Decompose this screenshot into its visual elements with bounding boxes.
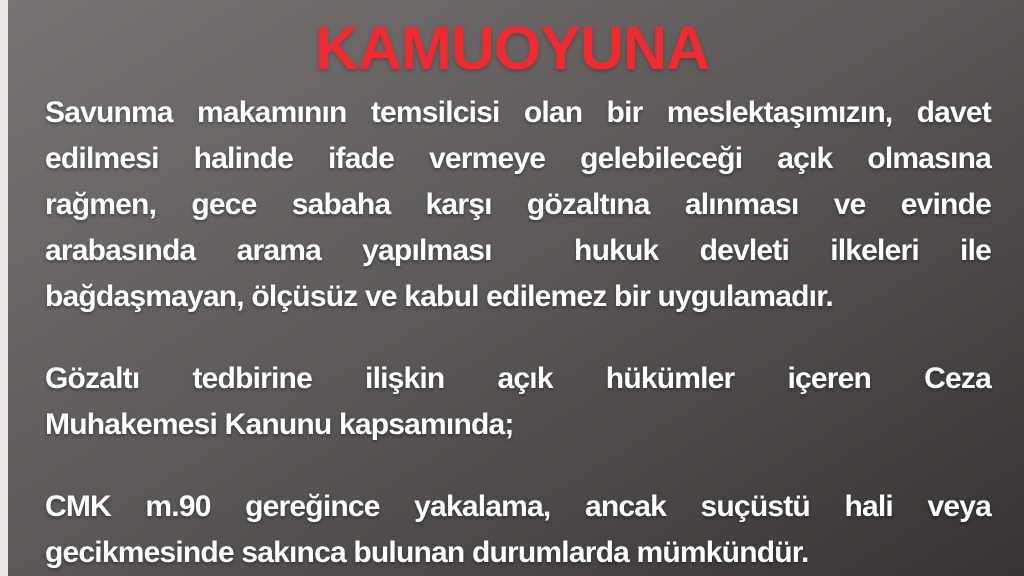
- paragraph-3-line-2: gecikmesinde sakınca bulunan durumlarda mümkündür.: [45, 536, 809, 569]
- slide-title: KAMUOYUNA: [314, 14, 710, 82]
- paragraph-1-line-5: bağdaşmayan, ölçüsüz ve kabul edilemez bir uygulamadır.: [45, 280, 833, 313]
- paragraph-3-line-1: CMK m.90 gereğince yakalama, ancak suçüstü hali veya: [45, 490, 991, 523]
- paragraph-1-line-1: Savunma makamının temsilcisi olan bir meslektaşımızın, davet: [45, 96, 991, 129]
- paragraph-2-line-1: Gözaltı tedbirine ilişkin açık hükümler içeren Ceza: [45, 362, 991, 395]
- paragraph-1-line-3: rağmen, gece sabaha karşı gözaltına alınması ve evinde: [45, 188, 991, 221]
- left-edge-strip: [0, 0, 8, 576]
- slide-body: [45, 90, 991, 576]
- paragraph-1-line-4: arabasında arama yapılması hukuk devleti ilkeleri ile: [45, 234, 991, 267]
- paragraph-3: [45, 484, 991, 576]
- paragraph-2-line-2: Muhakemesi Kanunu kapsamında;: [45, 408, 514, 441]
- paragraph-1: [45, 90, 991, 320]
- paragraph-2: [45, 356, 991, 448]
- paragraph-1-line-2: edilmesi halinde ifade vermeye gelebileceği açık olmasına: [45, 142, 991, 175]
